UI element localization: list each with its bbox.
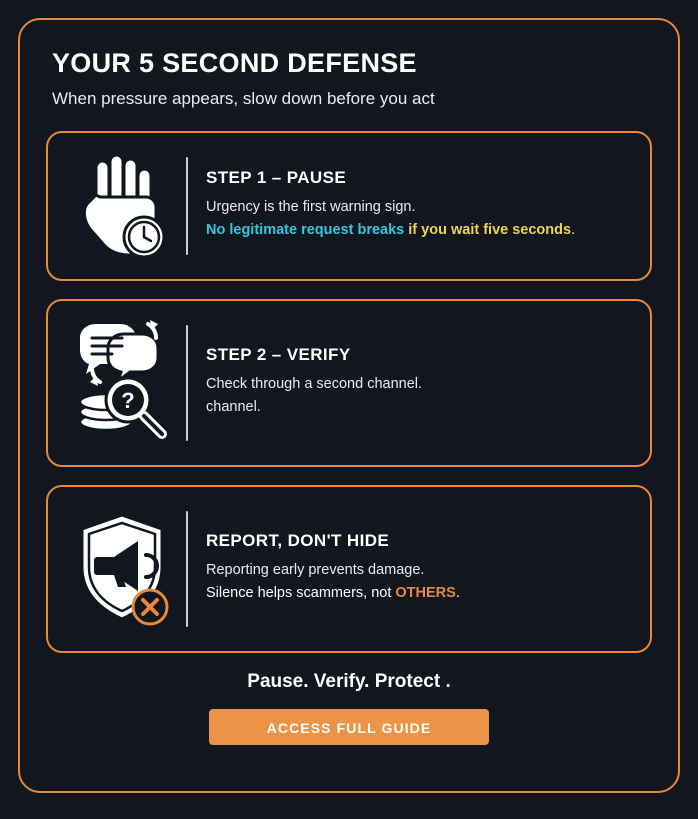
step-line-1: Reporting early prevents damage. — [206, 562, 425, 579]
speech-bubbles-coins-magnifier-icon — [62, 318, 182, 448]
page-title: YOUR 5 SECOND DEFENSE — [52, 48, 417, 78]
step-line-2-part2: if — [408, 222, 418, 238]
page-subtitle: When pressure appears, slow down before you act — [52, 89, 435, 108]
step-title: REPORT, DON'T HIDE — [206, 531, 390, 551]
card-body — [206, 531, 636, 606]
step-line-2-part1: Silence helps scammers, not — [206, 585, 392, 601]
list-item — [46, 131, 652, 281]
list-item — [46, 299, 652, 467]
card-divider — [186, 511, 188, 627]
steps-list — [46, 131, 652, 653]
step-line-2 — [206, 584, 626, 604]
poster-frame — [18, 18, 680, 793]
list-item — [46, 485, 652, 653]
step-line-2 — [206, 221, 626, 241]
card-divider — [186, 157, 188, 255]
step-line-2-part4: . — [571, 222, 576, 238]
step-line-2-part1: No legitimate request breaks — [206, 222, 405, 238]
step-title: STEP 2 – VERIFY — [206, 345, 351, 365]
raised-hand-with-clock-icon — [62, 151, 182, 261]
step-line-2: channel. — [206, 399, 261, 415]
shield-megaphone-icon — [62, 509, 182, 629]
tagline: Pause. Verify. Protect . — [247, 671, 451, 692]
svg-text:?: ? — [121, 388, 135, 413]
step-line-2-part2: OTHERS — [395, 585, 456, 601]
card-divider — [186, 325, 188, 441]
step-title: STEP 1 – PAUSE — [206, 168, 347, 188]
access-full-guide-button[interactable]: ACCESS FULL GUIDE — [209, 709, 489, 745]
card-body — [206, 345, 636, 420]
step-line-1: Check through a second channel. — [206, 376, 423, 393]
step-line-2-part3: . — [455, 585, 460, 601]
step-line-2-part3: you wait five seconds — [421, 222, 572, 238]
step-line-1: Urgency is the first warning sign. — [206, 199, 416, 216]
card-body — [206, 168, 636, 243]
